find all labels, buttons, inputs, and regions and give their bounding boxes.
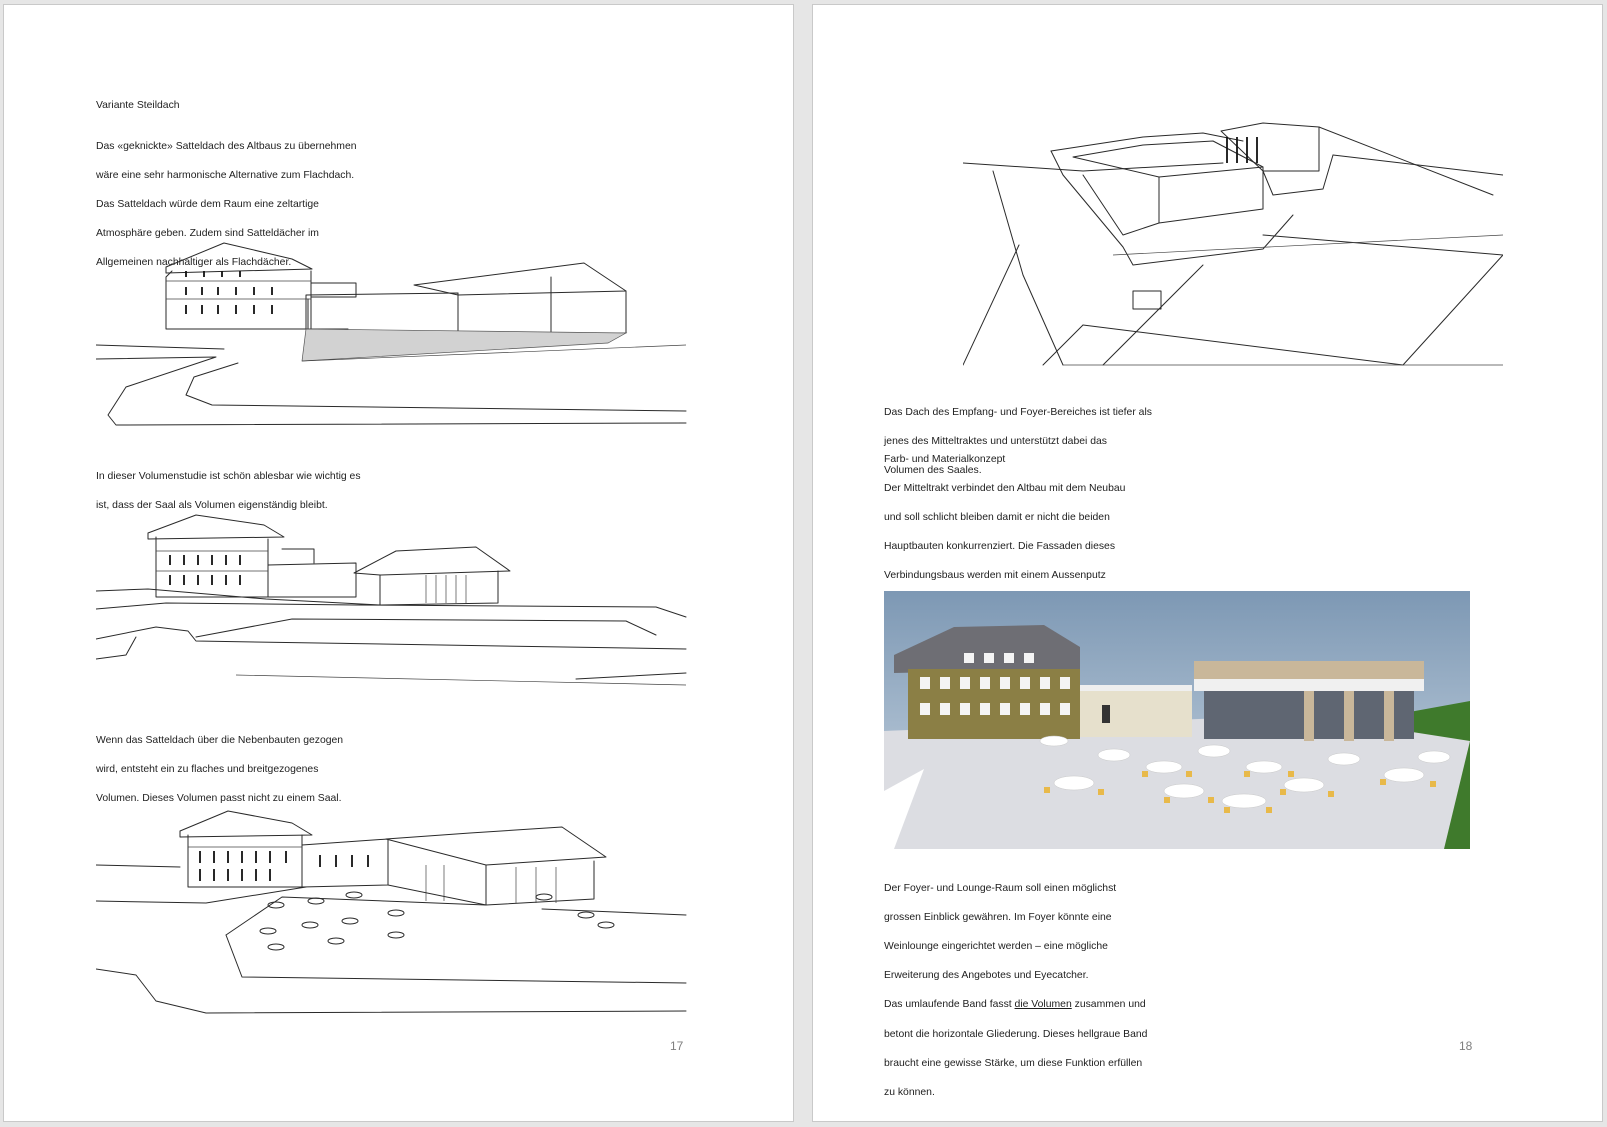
text-line: Allgemeinen nachhaltiger als Flachdächer.	[96, 257, 292, 269]
text-line: grossen Einblick gewähren. Im Foyer könnte eine	[884, 911, 1112, 923]
text-line: Weinlounge eingerichtet werden – eine mögliche	[884, 940, 1108, 952]
text-line: Der Foyer- und Lounge-Raum soll einen möglichst	[884, 882, 1117, 894]
text-line: Atmosphäre geben. Zudem sind Satteldächer im	[96, 228, 319, 240]
sketch-volumenstudie	[96, 509, 688, 699]
text-line: und soll schlicht bleiben damit er nicht die beiden	[884, 511, 1110, 523]
text-line: betont die horizontale Gliederung. Dieses hellgraue Band	[884, 1028, 1148, 1040]
text-line: In dieser Volumenstudie ist schön ablesbar wie wichtig es	[96, 470, 361, 482]
text-fragment: zusammen und	[1071, 999, 1146, 1011]
text-line: Erweiterung des Angebotes und Eyecatcher.	[884, 970, 1089, 982]
text-line: Hauptbauten konkurrenziert. Die Fassaden dieses	[884, 540, 1116, 552]
sketch-satteldach-nebenbauten	[96, 805, 688, 1027]
text-line: Wenn das Satteldach über die Nebenbauten gezogen	[96, 734, 344, 746]
text-line: wird, entsteht ein zu flaches und breitgezogenes	[96, 763, 319, 775]
text-line	[884, 998, 1147, 1013]
paragraph-foyer-lounge	[884, 867, 1147, 1115]
page-18	[812, 4, 1603, 1122]
text-line: Das «geknickte» Satteldach des Altbaus zu übernehmen	[96, 140, 357, 152]
text-fragment: Das umlaufende Band fasst	[884, 999, 1015, 1011]
text-line: braucht eine gewisse Stärke, um diese Funktion erfüllen	[884, 1057, 1143, 1069]
text-line: Volumen. Dieses Volumen passt nicht zu einem Saal.	[96, 792, 342, 804]
text-line: zu können.	[884, 1086, 935, 1098]
text-line: Das Dach des Empfang- und Foyer-Bereiches ist tiefer als	[884, 406, 1152, 418]
text-line: Das Satteldach würde dem Raum eine zeltartige	[96, 198, 319, 210]
page-17	[3, 4, 794, 1122]
text-line: wäre eine sehr harmonische Alternative zum Flachdach.	[96, 169, 355, 181]
section-title-farb-materialkonzept: Farb- und Materialkonzept	[884, 454, 1006, 465]
text-line: Verbindungsbaus werden mit einem Aussenputz	[884, 570, 1106, 582]
sketch-aerial-perspective	[963, 115, 1503, 385]
text-line: Der Mitteltrakt verbindet den Altbau mit dem Neubau	[884, 482, 1126, 494]
underlined-text: die Volumen	[1014, 999, 1072, 1011]
page-number: 17	[670, 1039, 684, 1053]
text-line: Volumen des Saales.	[884, 464, 982, 476]
text-line: ist, dass der Saal als Volumen eigenständig bleibt.	[96, 499, 328, 511]
rendering-terrace-view	[884, 591, 1470, 849]
sketch-steildach-volume	[96, 237, 688, 437]
page-number: 18	[1459, 1039, 1473, 1053]
text-line: jenes des Mitteltraktes und unterstützt dabei das	[884, 435, 1107, 447]
heading-variante-steildach: Variante Steildach	[96, 100, 180, 111]
